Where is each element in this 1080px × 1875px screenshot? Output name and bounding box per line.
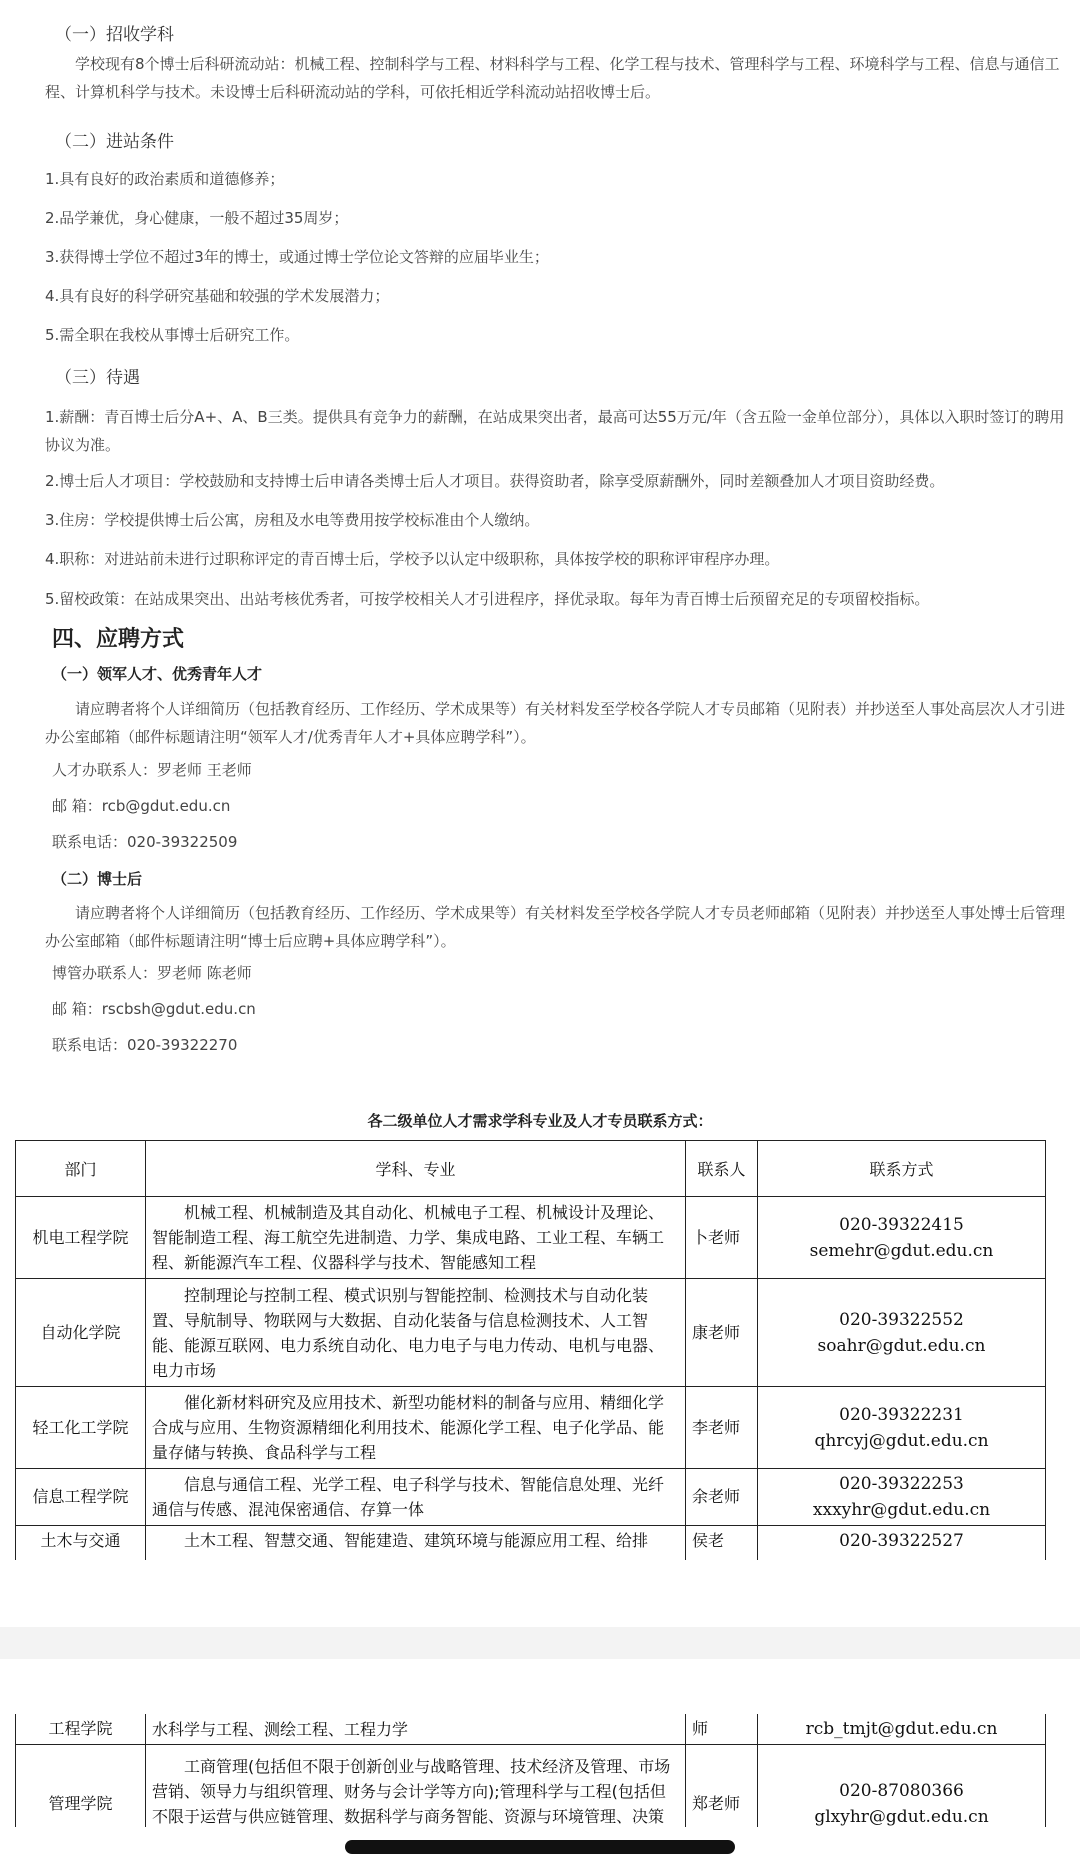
postdoc-office-phone: 联系电话：020-39322270	[52, 1036, 238, 1054]
talent-office-email: 邮 箱：rcb@gdut.edu.cn	[52, 797, 231, 815]
condition-item: 3.获得博士学位不超过3年的博士，或通过博士学位论文答辩的应届毕业生；	[45, 248, 549, 266]
email-text: qhrcyj@gdut.edu.cn	[814, 1430, 989, 1451]
dept-cell: 信息工程学院	[16, 1469, 146, 1526]
postdoc-office-email: 邮 箱：rscbsh@gdut.edu.cn	[52, 1000, 256, 1018]
phone-text: 020-39322527	[839, 1531, 964, 1551]
contact-person-cell: 卜老师	[686, 1197, 758, 1279]
header-subjects: 学科、专业	[146, 1141, 686, 1197]
condition-item: 4.具有良好的科学研究基础和较强的学术发展潜力；	[45, 287, 390, 305]
contact-person-cell: 郑老师	[686, 1745, 758, 1863]
dept-cell: 工程学院	[16, 1714, 146, 1745]
phone-text: 020-39322415	[839, 1214, 964, 1235]
table-row	[16, 1387, 1046, 1469]
dept-cell: 机电工程学院	[16, 1197, 146, 1279]
section-heading-conditions: （二）进站条件	[55, 132, 174, 152]
email-text: rcb_tmjt@gdut.edu.cn	[805, 1719, 998, 1739]
phone-text: 020-39322231	[839, 1404, 964, 1425]
email-text: soahr@gdut.edu.cn	[817, 1335, 986, 1356]
contact-cell	[758, 1714, 1046, 1745]
contact-person-cell: 康老师	[686, 1279, 758, 1387]
subjects-cell: 控制理论与控制工程、模式识别与智能控制、检测技术与自动化装置、导航制导、物联网与大数据、自动化装备与信息检测技术、人工智能、能源互联网、电力系统自动化、电力电子与电力传动、电机与电器、电力市场	[146, 1279, 686, 1387]
table-caption: 各二级单位人才需求学科专业及人才专员联系方式：	[367, 1112, 713, 1130]
dept-cell: 轻工化工学院	[16, 1387, 146, 1469]
header-contact-info: 联系方式	[758, 1141, 1046, 1197]
subjects-cell: 水科学与工程、测绘工程、工程力学	[146, 1714, 686, 1745]
condition-item: 1.具有良好的政治素质和道德修养；	[45, 170, 285, 188]
email-text: semehr@gdut.edu.cn	[809, 1240, 994, 1261]
benefit-item: 2.博士后人才项目：学校鼓励和支持博士后申请各类博士后人才项目。获得资助者，除享受原薪酬外，同时差额叠加人才项目资助经费。	[45, 472, 945, 490]
contact-cell	[758, 1197, 1046, 1279]
home-indicator[interactable]	[345, 1840, 735, 1854]
table-row	[16, 1279, 1046, 1387]
subjects-cell: 机械工程、机械制造及其自动化、机械电子工程、机械设计及理论、智能制造工程、海工航空先进制造、力学、集成电路、工业工程、车辆工程、新能源汽车工程、仪器科学与技术、智能感知工程	[146, 1197, 686, 1279]
email-text: xxxyhr@gdut.edu.cn	[812, 1500, 991, 1520]
benefit-item: 1.薪酬：青百博士后分A+、A、B三类。提供具有竞争力的薪酬，在站成果突出者，最高可达55万元/年（含五险一金单位部分），具体以入职时签订的聘用协议为准。	[45, 408, 1065, 454]
table-row	[16, 1714, 1046, 1745]
subjects-cell: 催化新材料研究及应用技术、新型功能材料的制备与应用、精细化学合成与应用、生物资源精细化利用技术、能源化学工程、电子化学品、能量存储与转换、食品科学与工程	[146, 1387, 686, 1469]
subheading-postdoc: （二）博士后	[52, 870, 143, 888]
phone-text: 020-39322552	[839, 1309, 964, 1330]
talent-office-phone: 联系电话：020-39322509	[52, 833, 238, 851]
condition-item: 5.需全职在我校从事博士后研究工作。	[45, 326, 300, 344]
postdoc-office-contact: 博管办联系人：罗老师 陈老师	[52, 964, 252, 982]
disciplines-text: 学校现有8个博士后科研流动站：机械工程、控制科学与工程、材料科学与工程、化学工程与技术、管理科学与工程、环境科学与工程、信息与通信工程、计算机科学与技术。未设博士后科研流动站的学科，可依托相近学科流动站招收博士后。	[45, 55, 1060, 101]
phone-text: 020-87080366	[839, 1780, 964, 1801]
talent-contact-table	[15, 1140, 1046, 1616]
benefit-item: 4.职称：对进站前未进行过职称评定的青百博士后，学校予以认定中级职称，具体按学校的职称评审程序办理。	[45, 550, 780, 568]
contact-cell	[758, 1279, 1046, 1387]
contact-person-cell: 师	[686, 1714, 758, 1745]
benefit-item: 3.住房：学校提供博士后公寓，房租及水电等费用按学校标准由个人缴纳。	[45, 511, 540, 529]
contact-person-cell: 侯老	[686, 1526, 758, 1616]
subheading-leading-talent: （一）领军人才、优秀青年人才	[52, 665, 263, 683]
email-text: glxyhr@gdut.edu.cn	[814, 1806, 989, 1827]
condition-item: 2.品学兼优，身心健康，一般不超过35周岁；	[45, 209, 349, 227]
dept-cell: 管理学院	[16, 1745, 146, 1863]
contact-cell	[758, 1387, 1046, 1469]
section-heading-benefits: （三）待遇	[55, 368, 140, 388]
header-dept: 部门	[16, 1141, 146, 1197]
benefit-item: 5.留校政策：在站成果突出、出站考核优秀者，可按学校相关人才引进程序，择优录取。每年为青百博士后预留充足的专项留校指标。	[45, 590, 930, 608]
subjects-cell: 信息与通信工程、光学工程、电子科学与技术、智能信息处理、光纤通信与传感、混沌保密通信、存算一体	[146, 1469, 686, 1526]
page-gap-band	[0, 1627, 1080, 1659]
header-contact-person: 联系人	[686, 1141, 758, 1197]
subjects-cell: 工商管理(包括但不限于创新创业与战略管理、技术经济及管理、市场营销、领导力与组织管理、财务与会计学等方向);管理科学与工程(包括但不限于运营与供应链管理、数据科学与商务智能、资源与环境管理、决策	[146, 1745, 686, 1863]
table-header-row	[16, 1141, 1046, 1197]
leading-talent-text: 请应聘者将个人详细简历（包括教育经历、工作经历、学术成果等）有关材料发至学校各学院人才专员邮箱（见附表）并抄送至人事处高层次人才引进办公室邮箱（邮件标题请注明“领军人才/优秀青年人才+具体应聘学科”）。	[45, 700, 1066, 746]
section-heading-disciplines: （一）招收学科	[55, 25, 174, 45]
talent-office-contact: 人才办联系人：罗老师 王老师	[52, 761, 252, 779]
contact-person-cell: 余老师	[686, 1469, 758, 1526]
table-row	[16, 1197, 1046, 1279]
phone-text: 020-39322253	[839, 1474, 964, 1494]
contact-cell	[758, 1469, 1046, 1526]
dept-cell: 土木与交通	[16, 1526, 146, 1616]
postdoc-text: 请应聘者将个人详细简历（包括教育经历、工作经历、学术成果等）有关材料发至学校各学院人才专员老师邮箱（见附表）并抄送至人事处博士后管理办公室邮箱（邮件标题请注明“博士后应聘+具体应聘学科”）。	[45, 904, 1066, 950]
contact-person-cell: 李老师	[686, 1387, 758, 1469]
subjects-cell: 土木工程、智慧交通、智能建造、建筑环境与能源应用工程、给排	[146, 1526, 686, 1616]
dept-cell: 自动化学院	[16, 1279, 146, 1387]
table-row	[16, 1469, 1046, 1526]
section-heading-application: 四、应聘方式	[52, 627, 185, 652]
